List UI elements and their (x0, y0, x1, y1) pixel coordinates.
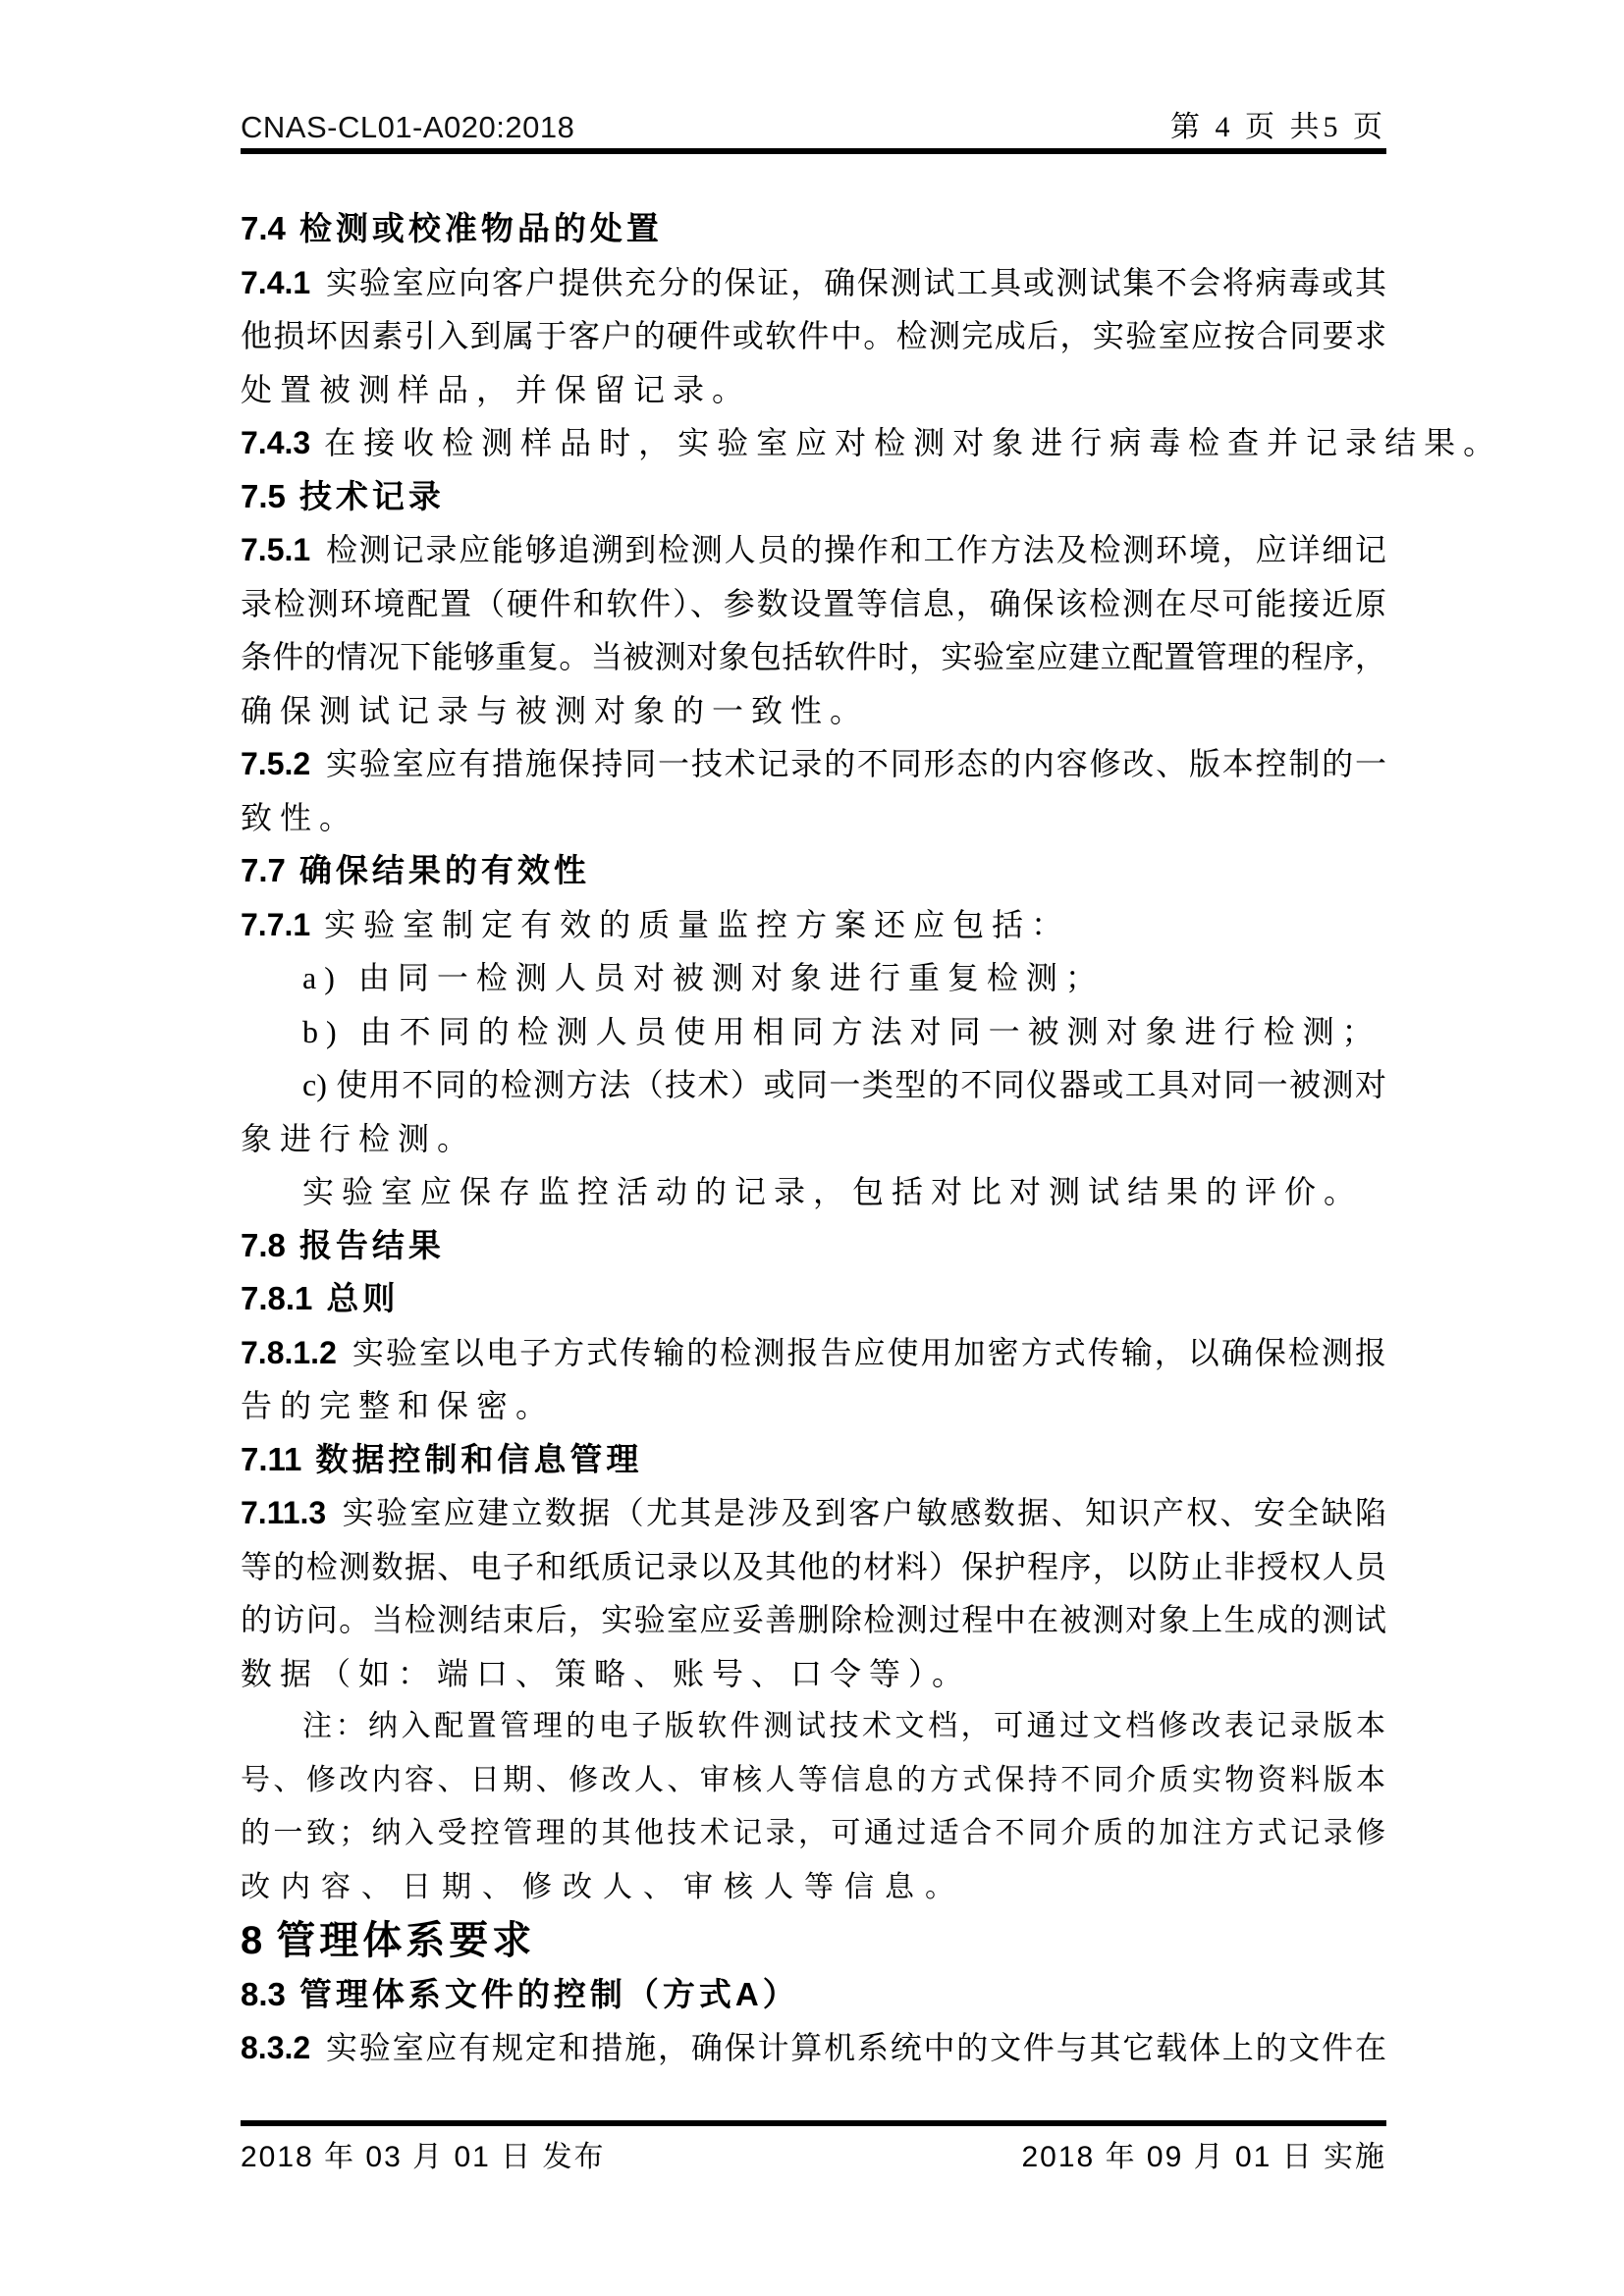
text-line (241, 1058, 1386, 1112)
clause-number: 7.8.1 (241, 1280, 313, 1316)
document-body (241, 202, 1503, 2075)
implement-date: 2018 年 09 月 01 日 实施 (1021, 2141, 1386, 2173)
clause-number: 7.5 (241, 477, 286, 514)
clause-number: 8 (241, 1919, 263, 1962)
line-text: 注：纳入配置管理的电子版软件测试技术文档，可通过文档修改表记录版本 (302, 1710, 1386, 1742)
line-text: 处置被测样品，并保留记录。 (241, 371, 752, 407)
clause-number: 7.5.2 (241, 746, 311, 781)
line-text: 技术记录 (298, 477, 445, 514)
clause-number: 7.11 (241, 1440, 302, 1477)
text-line (241, 1165, 1386, 1219)
clause-number: 7.4 (241, 210, 286, 246)
text-line (241, 1540, 1386, 1594)
section-heading (241, 1914, 1386, 1968)
line-text: 实验室应有措施保持同一技术记录的不同形态的内容修改、版本控制的一 (324, 746, 1386, 781)
note-line (241, 1807, 1386, 1861)
clause-number: 7.7 (241, 852, 286, 888)
line-text: 象进行检测。 (241, 1120, 477, 1156)
line-text: b) 由不同的检测人员使用相同方法对同一被测对象进行检测； (302, 1013, 1381, 1049)
footer-rule (241, 2120, 1386, 2126)
section-heading (241, 1433, 1386, 1487)
line-text: 数据控制和信息管理 (315, 1440, 643, 1477)
section-heading (241, 470, 1386, 524)
text-line (241, 684, 1386, 738)
line-text: 管理体系要求 (276, 1919, 536, 1962)
line-text: 他损坏因素引入到属于客户的硬件或软件中。检测完成后，实验室应按合同要求 (241, 318, 1386, 353)
line-text: 确保测试记录与被测对象的一致性。 (241, 692, 870, 728)
text-line (241, 256, 1386, 310)
line-text: 总则 (326, 1280, 400, 1316)
note-line (241, 1700, 1386, 1754)
page-footer (241, 2132, 1386, 2175)
section-heading (241, 1219, 1386, 1273)
line-text: 实验室应建立数据（尤其是涉及到客户敏感数据、知识产权、安全缺陷 (340, 1495, 1386, 1530)
text-line (241, 577, 1386, 631)
line-text: 数据（如：端口、策略、账号、口令等）。 (241, 1655, 972, 1691)
text-line (241, 309, 1386, 363)
text-line (241, 1593, 1386, 1647)
text-line (241, 416, 1503, 470)
header-rule (241, 148, 1386, 154)
line-text: 等的检测数据、电子和纸质记录以及其他的材料）保护程序，以防止非授权人员 (241, 1548, 1386, 1584)
line-text: c) 使用不同的检测方法（技术）或同一类型的不同仪器或工具对同一被测对 (302, 1067, 1386, 1102)
note-line (241, 1754, 1386, 1808)
line-text: 确保结果的有效性 (298, 852, 590, 888)
section-heading (241, 1968, 1386, 2022)
line-text: 报告结果 (298, 1226, 445, 1263)
line-text: 管理体系文件的控制（方式A） (298, 1975, 799, 2012)
section-heading (241, 202, 1386, 256)
text-line (241, 1326, 1386, 1380)
line-text: 号、修改内容、日期、修改人、审核人等信息的方式保持不同介质实物资料版本 (241, 1763, 1386, 1796)
clause-number: 7.8.1.2 (241, 1334, 337, 1370)
clause-number: 7.11.3 (241, 1495, 327, 1530)
line-text: 实验室应有规定和措施，确保计算机系统中的文件与其它载体上的文件在 (324, 2030, 1386, 2065)
line-text: 的一致；纳入受控管理的其他技术记录，可通过适合不同介质的加注方式记录修 (241, 1817, 1386, 1849)
line-text: 在接收检测样品时，实验室应对检测对象进行病毒检查并记录结果。 (324, 425, 1503, 460)
text-line (241, 951, 1386, 1005)
page-header (241, 106, 1386, 145)
text-line (241, 791, 1386, 845)
clause-number: 8.3 (241, 1975, 286, 2012)
text-line (241, 2021, 1386, 2075)
text-line (241, 1005, 1386, 1059)
page-number-indicator: 第 4 页 共5 页 (1170, 111, 1386, 143)
text-line (241, 363, 1386, 417)
line-text: 实验室应向客户提供充分的保证，确保测试工具或测试集不会将病毒或其 (324, 264, 1386, 300)
clause-number: 7.7.1 (241, 906, 311, 942)
clause-number: 7.5.1 (241, 532, 311, 567)
text-line (241, 1112, 1386, 1166)
text-line (241, 737, 1386, 791)
note-line (241, 1861, 1386, 1915)
line-text: 致性。 (241, 799, 359, 835)
line-text: a) 由同一检测人员对被测对象进行重复检测； (302, 960, 1105, 995)
section-heading (241, 1272, 1386, 1326)
clause-number: 7.8 (241, 1226, 286, 1263)
line-text: 改内容、日期、修改人、审核人等信息。 (241, 1870, 965, 1903)
clause-number: 8.3.2 (241, 2030, 311, 2065)
clause-number: 7.4.1 (241, 264, 311, 300)
text-line (241, 898, 1386, 952)
text-line (241, 1486, 1386, 1540)
text-line (241, 523, 1386, 577)
line-text: 检测或校准物品的处置 (298, 210, 663, 246)
clause-number: 7.4.3 (241, 425, 311, 460)
text-line (241, 1647, 1386, 1701)
release-date: 2018 年 03 月 01 日 发布 (241, 2141, 606, 2173)
line-text: 实验室制定有效的质量监控方案还应包括： (324, 906, 1071, 942)
line-text: 的访问。当检测结束后，实验室应妥善删除检测过程中在被测对象上生成的测试 (241, 1602, 1386, 1637)
text-line (241, 630, 1386, 684)
line-text: 条件的情况下能够重复。当被测对象包括软件时，实验室应建立配置管理的程序， (241, 639, 1386, 674)
doc-number: CNAS-CL01-A020:2018 (241, 110, 575, 144)
line-text: 告的完整和保密。 (241, 1388, 556, 1423)
section-heading (241, 844, 1386, 898)
line-text: 录检测环境配置（硬件和软件）、参数设置等信息，确保该检测在尽可能接近原 (241, 585, 1386, 621)
line-text: 检测记录应能够追溯到检测人员的操作和工作方法及检测环境，应详细记 (324, 532, 1386, 567)
line-text: 实验室以电子方式传输的检测报告应使用加密方式传输，以确保检测报 (350, 1334, 1386, 1370)
text-line (241, 1379, 1386, 1433)
line-text: 实验室应保存监控活动的记录，包括对比对测试结果的评价。 (302, 1174, 1364, 1209)
